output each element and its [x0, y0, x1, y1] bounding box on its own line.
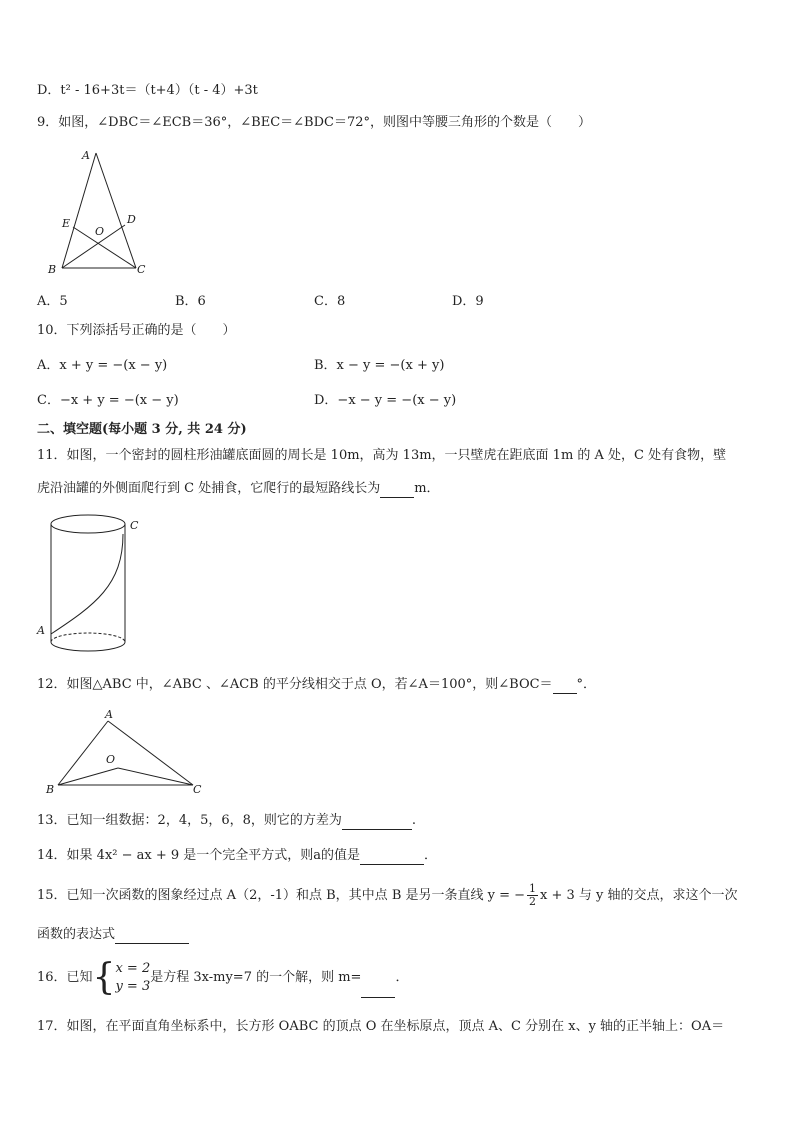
q16-stem: [37, 958, 408, 998]
q12-text-pre: 12．如图△ABC 中，∠ABC 、∠ACB 的平分线相交于点 O，若∠A＝100°，则∠BOC＝: [37, 677, 553, 692]
q9-stem: 9．如图，∠DBC＝∠ECB＝36°，∠BEC＝∠BDC＝72°，则图中等腰三角形的个数是（ ）: [37, 115, 591, 130]
q12-label-o: O: [106, 753, 116, 766]
q13-text-post: .: [411, 813, 417, 828]
q10-option-d: D．−x − y = −(x − y): [314, 393, 457, 408]
q11-line-2-pre: 虎沿油罐的外侧面爬行到 C 处捕食，它爬行的最短路线长为: [37, 481, 381, 496]
q14-answer-blank[interactable]: [360, 850, 424, 865]
q9-figure: [40, 145, 160, 280]
q11-label-a: A: [37, 624, 45, 637]
q13-answer-blank[interactable]: [342, 815, 412, 830]
q11-line-1: 11．如图，一个密封的圆柱形油罐底面圆的周长是 10m，高为 13m，一只壁虎在距底面 1m 的 A 处，C 处有食物，壁: [37, 448, 727, 463]
q9-label-c: C: [137, 263, 146, 276]
q10-stem: 10．下列添括号正确的是（ ）: [37, 323, 236, 338]
q16-text-post: 是方程 3x-my=7 的一个解，则 m=: [150, 970, 362, 985]
section-2-title: 二、填空题(每小题 3 分, 共 24 分): [37, 422, 247, 437]
q11-line-2-post: m．: [414, 481, 440, 496]
q16-text-end: ．: [395, 970, 409, 985]
q14-stem: [37, 847, 437, 865]
q16-text-pre: 16．已知: [37, 970, 93, 985]
q13-text-pre: 13．已知一组数据：2，4，5，6，8，则它的方差为: [37, 813, 342, 828]
q9-option-c: C．8: [314, 294, 346, 309]
q8-option-d: D．t² - 16+3t＝（t+4）（t - 4）+3t: [37, 83, 258, 98]
q9-label-o: O: [95, 225, 105, 238]
q15-line-1-pre: 15．已知一次函数的图象经过点 A（2，-1）和点 B，其中点 B 是另一条直线 y = −: [37, 888, 526, 903]
q16-equation-1: x = 2: [115, 960, 151, 976]
q12-answer-blank[interactable]: [553, 679, 577, 694]
q11-answer-blank[interactable]: [380, 483, 414, 498]
q14-text-pre: 14．如果 4x² − ax + 9 是一个完全平方式，则a的值是: [37, 848, 361, 863]
q9-label-d: D: [127, 213, 136, 226]
q13-stem: [37, 812, 416, 830]
q10-option-a: A．x + y = −(x − y): [37, 358, 168, 373]
q9-option-a: A．5: [37, 294, 68, 309]
q12-label-c: C: [193, 783, 202, 796]
q11-cylinder-figure: [35, 510, 150, 665]
q12-text-post: °．: [576, 677, 597, 692]
q10-option-c: C．−x + y = −(x − y): [37, 393, 179, 408]
q15-fraction: [527, 883, 538, 908]
q9-label-e: E: [62, 217, 71, 230]
q12-stem: [37, 676, 596, 694]
q11-line-2: [37, 480, 440, 498]
q16-equation-system: [115, 960, 150, 996]
q15-line-2-text: 函数的表达式: [37, 927, 116, 942]
q15-answer-blank[interactable]: [115, 929, 189, 944]
q15-line-1-post: x + 3 与 y 轴的交点，求这个一次: [540, 888, 738, 903]
q9-label-b: B: [48, 263, 57, 276]
q16-equation-2: y = 3: [115, 978, 151, 994]
q16-answer-blank[interactable]: [361, 973, 395, 998]
q17-stem: 17．如图，在平面直角坐标系中，长方形 OABC 的顶点 O 在坐标原点，顶点 A、C 分别在 x、y 轴的正半轴上：OA＝: [37, 1019, 725, 1034]
q15-line-2: [37, 926, 189, 944]
q15-fraction-denominator: 2: [529, 895, 537, 908]
q9-label-a: A: [82, 149, 90, 162]
q9-option-d: D．9: [452, 294, 484, 309]
q10-option-b: B．x − y = −(x + y): [314, 358, 445, 373]
q11-label-c: C: [130, 519, 139, 532]
q9-option-b: B．6: [175, 294, 206, 309]
q12-label-b: B: [46, 783, 55, 796]
q12-label-a: A: [105, 708, 113, 721]
q12-triangle-figure: [40, 705, 215, 800]
q15-line-1: [37, 882, 738, 910]
q15-fraction-numerator: 1: [529, 882, 537, 895]
q16-brace: {: [92, 956, 116, 998]
q14-text-post: ．: [424, 848, 438, 863]
